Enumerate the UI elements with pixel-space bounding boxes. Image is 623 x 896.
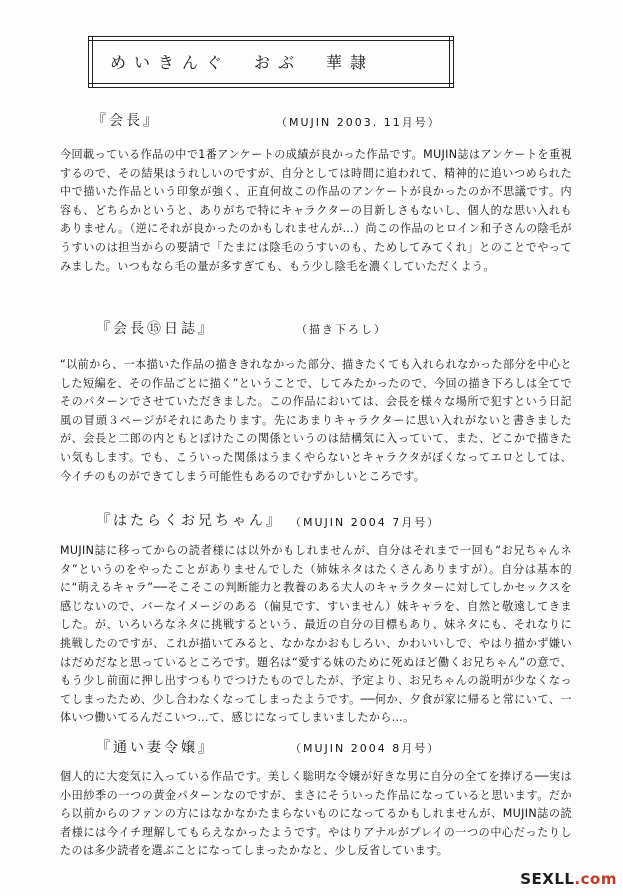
- section-title-hataraku-oniichan: 『はたらくお兄ちゃん』: [96, 513, 283, 529]
- section-title-kaicho: 『会長』: [92, 113, 160, 129]
- section-meta-kaicho: （MUJIN 2003. 11月号）: [276, 116, 441, 129]
- section-body-hataraku-oniichan: MUJIN誌に移ってからの読者様には以外かもしれませんが、自分はそれまで一回も“お兄ちゃんネタ”というのをやったことがありませんでした（姉妹ネタはたくさんありますが）。自分は基本的に“萌えるキャラ”──そこそこの判断能力と教養のある大人のキャラクターに対してしかセックスを感じないので、バーなイメージのある（偏見です、すいません）妹キャラを、自然と敬遠してきました。が、いろいろなネタに挑戦するという、最近の自分の目標もあり、妹ネタにも、それなりに挑戦したのですが、これが描いてみると、なかなかおもしろい、かわいいしで、やはり描かず嫌いはだめだなと思っているところです。題名は“愛する妹のために死ぬほど働くお兄ちゃん”の意で、もう少し前面に押し出すつもりでつけたものでしたが、予定より、お兄ちゃんの説明が少なくなってしまったため、少し合わなくなってしまったようです。──何か、夕食が家に帰ると常にいて、一体いつ働いてるんだこいつ…て、感じになってしまいましたから…。: [60, 544, 572, 725]
- header-frame: [88, 36, 454, 88]
- section-title-kaicho-nisshi: 『会長⑮日誌』: [96, 321, 215, 337]
- section-title-kayoizuma-reijou: 『通い妻令嬢』: [96, 740, 215, 756]
- section-meta-kaicho-nisshi: （描き下ろし）: [296, 323, 387, 336]
- section-body-kayoizuma-reijou: 個人的に大変気に入っている作品です。美しく聡明な令嬢が好きな男に自分の全てを捧げる──実は小田紗季の一つの黄金パターンなのですが、まさにそういった作品になっていると思います。だから以前からのファンの方にはなかなかたまらないものになってるかもしれませんが、MUJIN誌の読者様には今イチ理解してもらえなかったようです。やはりアナルがプレイの一つの中心だったりしたのは多少読者を選ぶことになってしまったかなと、少し反省しています。: [60, 770, 572, 858]
- section-body-kaicho: 今回載っている作品の中で1番アンケートの成績が良かった作品です。MUJIN誌はアンケートを重視するので、その結果はうれしいのですが、自分としては時間に追われて、精神的に追いつめられた中で描いた作品という印象が強く、正直何故この作品のアンケートが良かったのか不思議です。内容も、どちらかというと、ありがちで特にキャラクターの目新しさもないし、個人的な思い入れもありません。（逆にそれが良かったのかもしれませんが…）尚この作品のヒロイン和子さんの陰毛がうすいのは担当からの要請で「たまには陰毛のうすいのも、ためしてみてくれ」とのことでやってみました。いつもなら毛の量が多すぎても、もう少し陰毛を濃くしていただくよう。: [60, 148, 572, 273]
- section-body-kaicho-nisshi: “以前から、一本描いた作品の描ききれなかった部分、描きたくても入れられなかった部分を中心とした短編を、その作品ごとに描く”ということで、してみたかったので、今回の描き下ろしは全てでそのパターンでさせていただきました。この作品においては、会長を様々な場所で犯すという日記風の冒頭３ページがそれにあたります。先にあまりキャラクターに思い入れがないと書きましたが、会長と二郎の内ともとぼけたこの関係というのは結構気に入っていて、また、どこかで描きたい気もします。でも、こういった関係はうまくやらないとキャラクタがぼくなってエロとしては、今イチのものができてしまう可能性もあるのでむずかしいところです。: [60, 358, 572, 483]
- page-title: めいきんぐ おぶ 華隷: [110, 53, 375, 72]
- watermark-suffix: .com: [574, 870, 617, 888]
- section-meta-kayoizuma-reijou: （MUJIN 2004 8月号）: [290, 742, 441, 755]
- section-meta-hataraku-oniichan: （MUJIN 2004 7月号）: [290, 516, 441, 529]
- site-watermark: [520, 870, 617, 888]
- watermark-name: SEXLL: [520, 870, 575, 888]
